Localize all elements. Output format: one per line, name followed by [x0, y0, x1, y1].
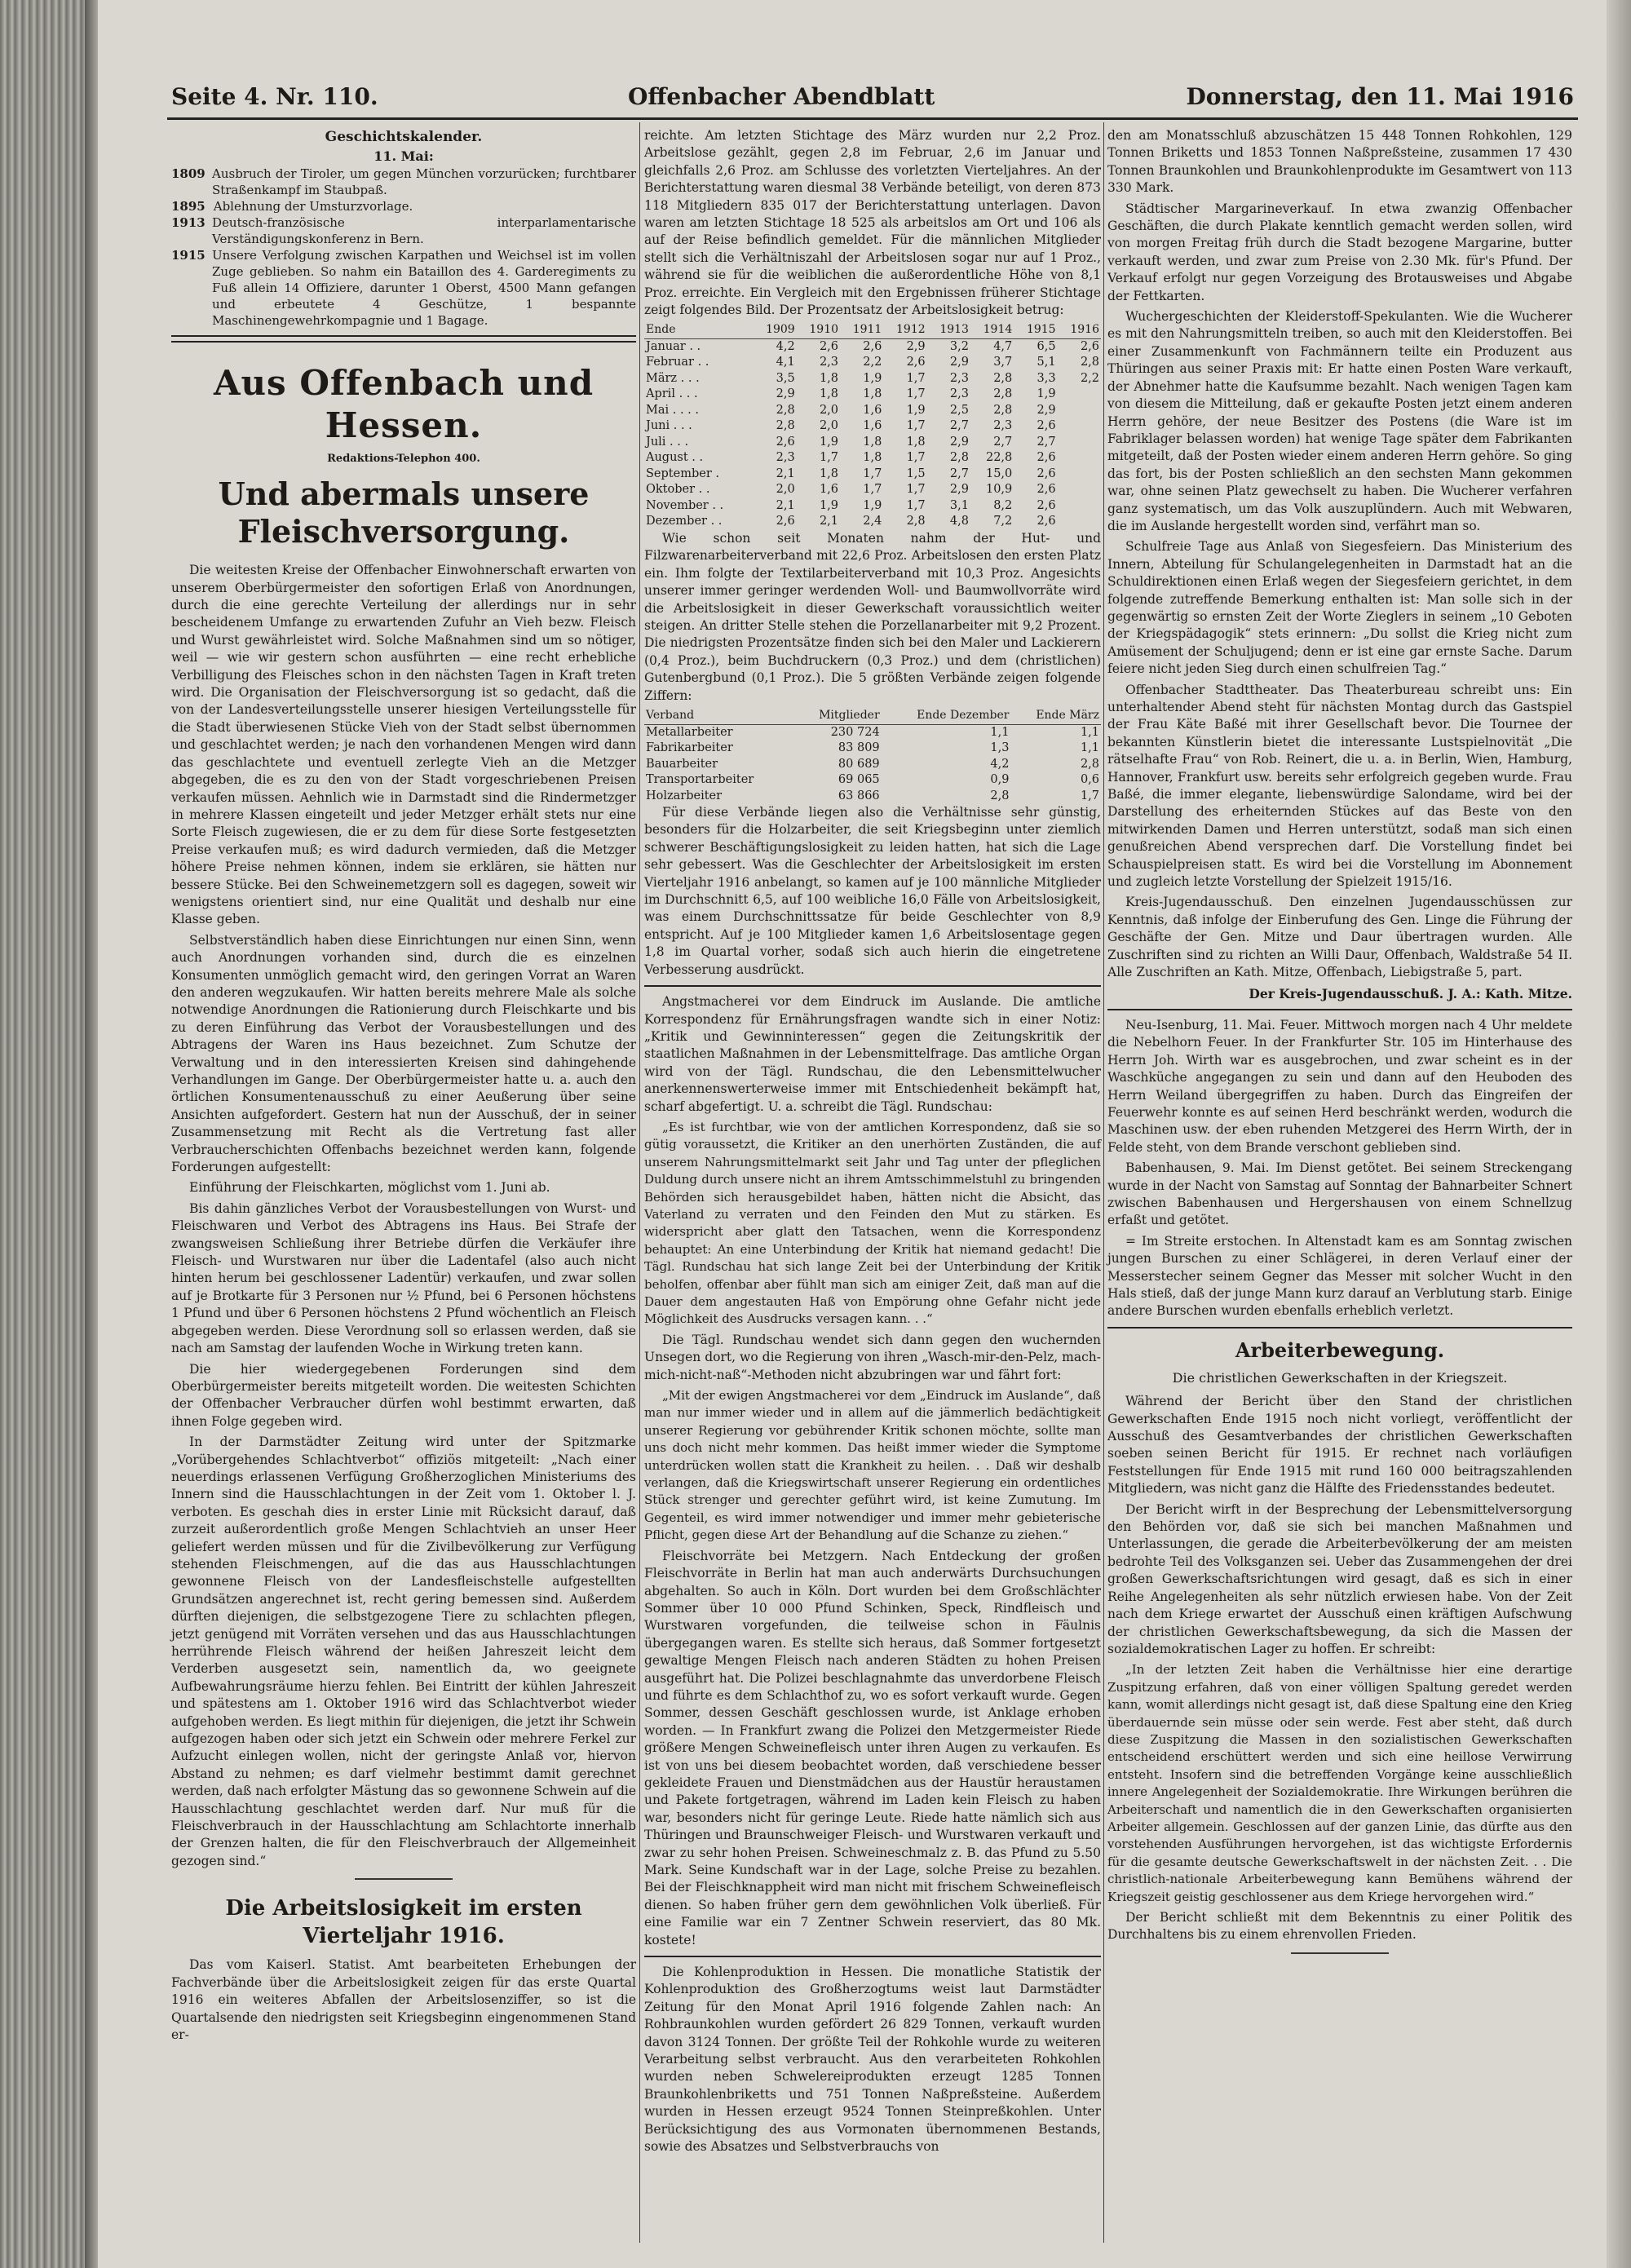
table-cell: 2,6: [776, 435, 795, 449]
table-cell: 1,1: [1080, 741, 1099, 755]
table-cell: 2,8: [993, 403, 1013, 417]
table-cell: 15,0: [985, 466, 1013, 480]
table-cell: April . . .: [646, 387, 698, 401]
table-cell: 1,7: [819, 451, 839, 465]
table-cell: 4,2: [990, 757, 1010, 771]
table-row: [644, 338, 1101, 355]
table-cell: [1058, 450, 1101, 466]
table-cell: 2,8: [776, 419, 795, 433]
article-paragraph: Schulfreie Tage aus Anlaß von Siegesfeiern. Das Ministerium des Innern, Abteilung für Schulangelegenheiten in Darmstadt hat an die Schuldirektionen einen Erlaß wegen der Siegesfeiern gerichtet, in dem folgende zutreffende Bemerkung enthalten ist: Man solle sich in der gegenwärtig so ernsten Zeit der Worte Zieglers in seinem „10 Geboten der Kriegspädagogik“ stets erinnern: „Du sollst die Krieg nicht zum Amüsement der Schuljugend; denn er ist eine gar ernste Sache. Darum feiere nicht jeden Sieg durch einen schulfreien Tag.“: [1107, 539, 1572, 677]
article-paragraph: Für diese Verbände liegen also die Verhältnisse sehr günstig, besonders für die Holzarbeiter, die seit Kriegsbeginn unter ziemlich schwerer Beschäftigungslosigkeit zu leiden hatten, hat sich die Lage sehr gebessert. Was die Geschlechter der Arbeitslosigkeit im ersten Vierteljahr 1916 anbelangt, so kamen auf je 100 männliche Mitglieder im Durchschnitt 6,5, auf 100 weibliche 16,0 Fälle von Arbeitslosigkeit, was einem Durchschnittssatze für beide Geschlechter von 8,9 entspricht. Auf je 100 Mitglieder kamen 1,6 Arbeitslosentage gegen 1,8 im Quartal vorher, sodaß sich auch hierin die eingetretene Verbesserung ausdrückt.: [644, 805, 1101, 977]
table-cell: 83 809: [838, 741, 880, 755]
table-cell: Mai . . . .: [646, 403, 700, 417]
masthead-rule: [167, 117, 1578, 120]
table-cell: [1058, 498, 1101, 515]
table-cell: 1,3: [990, 741, 1010, 755]
table-cell: 2,7: [949, 419, 969, 433]
newspaper-title: Offenbacher Abendblatt: [628, 83, 935, 110]
table-cell: 2,8: [776, 403, 795, 417]
divider: [1291, 1952, 1389, 1954]
table-cell: 2,2: [1080, 371, 1099, 385]
table-cell: 1,7: [906, 451, 926, 465]
table-cell: 2,0: [819, 419, 839, 433]
article-paragraph: reichte. Am letzten Stichtage des März wurden nur 2,2 Proz. Arbeitslose gezählt, gegen 2,8 im Februar, 2,6 im Januar und gleichfalls 2,6 Proz. am Schlusse des vorletzten Vierteljahres. An der Berichterstattung waren diesmal 38 Verbände beteiligt, von deren 873 118 Mitgliedern 835 017 der Berichterstattung unterlagen. Davon waren am letzten Stichtage 18 525 als arbeitslos am Ort und 106 als auf der Reise befindlich gemeldet. Für die männlichen Mitglieder stellt sich die Verhältniszahl der Arbeitslosen sogar nur auf 1 Proz., während sie für die weiblichen die außerordentliche Höhe von 8,1 Proz. erreichte. Ein Vergleich mit den Ergebnissen früherer Stichtage zeigt folgendes Bild. Der Prozentsatz der Arbeitslosigkeit betrug:: [644, 128, 1101, 318]
divider: [644, 985, 1101, 987]
table-cell: 1,8: [863, 435, 882, 449]
table-row: [644, 498, 1101, 515]
table-row: [644, 741, 1101, 757]
table-cell: 2,8: [1080, 356, 1099, 369]
table-cell: 1,8: [819, 466, 839, 480]
article-paragraph: Kreis-Jugendausschuß. Den einzelnen Jugendausschüssen zur Kenntnis, daß infolge der Einberufung des Gen. Linge die Führung der Geschäfte der Gen. Mitze und Daur übertragen wurden. Alle Zuschriften sind zu richten an Willi Daur, Offenbach, Waldstraße 54 II. Alle Zuschriften an Kath. Mitze, Offenbach, Liebigstraße 5, part.: [1107, 895, 1572, 980]
table-cell: [1058, 482, 1101, 498]
table-cell: November . .: [646, 498, 724, 512]
table-cell: 230 724: [830, 725, 880, 739]
article-paragraph: Der Bericht schließt mit dem Bekenntnis zu einer Politik des Durchhaltens bis zu einem ehrenvollen Frieden.: [1107, 1910, 1572, 1943]
column-divider: [639, 122, 640, 2243]
calendar-entry: 1895 Ablehnung der Umsturzvorlage.: [171, 198, 413, 214]
table-cell: 2,8: [906, 515, 926, 528]
table-row: [644, 355, 1101, 371]
table-cell: 1,7: [906, 498, 926, 512]
article-paragraph: Die hier wiedergegebenen Forderungen sind dem Oberbürgermeister bereits mitgeteilt worden. Die weitesten Schichten der Offenbacher Verbraucher dürfen wohl bestimmt erwarten, daß ihnen Folge gegeben wird.: [171, 1361, 636, 1429]
article-paragraph: = Im Streite erstochen. In Altenstadt kam es am Sonntag zwischen jungen Burschen zu einer Schlägerei, in deren Verlauf einer der Messerstecher seinem Gegner das Messer mit solcher Wucht in den Hals stieß, daß der junge Mann kurz darauf an Verblutung starb. Einige andere Burschen wurden ebenfalls erheblich verletzt.: [1107, 1233, 1572, 1319]
issue-date: Donnerstag, den 11. Mai 1916: [1186, 83, 1574, 110]
table-cell: 63 866: [838, 789, 880, 802]
article-headline: Die Arbeitslosigkeit im ersten Vierteljahr 1916.: [225, 1896, 582, 1949]
table-row: [644, 371, 1101, 387]
table-cell: 1,7: [906, 371, 926, 385]
table-cell: 2,6: [1037, 483, 1056, 497]
table-cell: 2,6: [1080, 339, 1099, 353]
table-cell: Juli . . .: [646, 435, 689, 449]
article-paragraph: Neu-Isenburg, 11. Mai. Feuer. Mittwoch morgen nach 4 Uhr meldete die Nebelhorn Feuer. In der Frankfurter Str. 105 im Hinterhause des Herrn Joh. Wirth war es ausgebrochen, und zwar scheint es in der Waschküche angegangen zu sein und dann auf den Heuboden des Herrn Weiland übergegriffen zu haben. Durch das Eingreifen der Feuerwehr konnte es auf seinen Herd beschränkt werden, wodurch die Maschinen usw. der eben ruhenden Metzgerei des Herrn Wirth, der in Felde steht, von dem Brande verschont geblieben sind.: [1107, 1017, 1572, 1155]
article-paragraph: Die Kohlenproduktion in Hessen. Die monatliche Statistik der Kohlenproduktion des Großherzogtums weist laut Darmstädter Zeitung für den Monat April 1916 folgende Zahlen nach: An Rohbraunkohlen wurden gefördert 26 829 Tonnen, verkauft wurden davon 3124 Tonnen. Der größte Teil der Rohkohle wurde zu weiteren Verarbeitung selbst verbraucht. Aus den verarbeiteten Rohkohlen wurden neben Schwelereiprodukten erzeugt 1285 Tonnen Braunkohlenbriketts und 751 Tonnen Naßpreßsteine. Außerdem wurden in Hessen erzeugt 9524 Tonnen Steinpreßkohlen. Unter Berücksichtigung des aus Vormonaten übernommenen Bestands, sowie des Absatzes und Selbstverbrauchs von: [644, 1965, 1101, 2155]
table-cell: Oktober . .: [646, 483, 710, 497]
column-3: [1107, 127, 1572, 1962]
table-cell: 2,9: [949, 483, 969, 497]
table-cell: 2,6: [1037, 515, 1056, 528]
table-cell: 2,4: [863, 515, 882, 528]
table-cell: Holzarbeiter: [646, 789, 723, 802]
masthead: [171, 80, 1574, 116]
table-cell: 2,8: [993, 371, 1013, 385]
table-cell: 2,1: [776, 498, 795, 512]
table-cell: 2,8: [993, 387, 1013, 401]
table-cell: 2,6: [1037, 419, 1056, 433]
divider: [644, 1956, 1101, 1957]
table-cell: 1,9: [819, 435, 839, 449]
table-cell: 1,1: [1080, 725, 1099, 739]
table-cell: 2,9: [776, 387, 795, 401]
table-header-row: Verband Mitglieder Ende Dezember Ende März: [644, 708, 1101, 724]
table-cell: März . . .: [646, 371, 700, 385]
table-cell: 0,9: [990, 773, 1010, 787]
table-cell: 2,6: [1037, 466, 1056, 480]
table-cell: 8,2: [993, 498, 1013, 512]
table-cell: 2,7: [949, 466, 969, 480]
table-cell: 2,6: [819, 339, 839, 353]
table-cell: 1,6: [863, 403, 882, 417]
table-cell: 2,8: [1080, 757, 1099, 771]
table-cell: 1,6: [863, 419, 882, 433]
article-paragraph: Wie schon seit Monaten nahm der Hut- und Filzwarenarbeiterverband mit 22,6 Proz. Arbeitslosen den ersten Platz ein. Ihm folgte der Textilarbeiterverband mit 10,3 Proz. Angesichts unserer immer geringer werdenden Woll- und Baumwollvorräte wird die Arbeitslosigkeit in dieser Gewerkschaft voraussichtlich weiter steigen. An dritter Stelle stehen die Porzellanarbeiter mit 9,2 Prozent. Die niedrigsten Prozentsätze finden sich bei den Maler und Lackierern (0,4 Proz.), beim Buchdruckern (0,3 Proz.) und dem (christlichen) Gutenbergbund (0,1 Proz.). Die 5 größten Verbände zeigen folgende Ziffern:: [644, 530, 1101, 703]
table-row: [644, 450, 1101, 466]
article-paragraph: „Mit der ewigen Angstmacherei vor dem „Eindruck im Auslande“, daß man nur immer wieder und in allem auf die jämmerlich bedächtigkeit unserer Regierung vor gebührender Kritik schonen möchte, sollte man uns doch nicht mehr kommen. Das heißt immer wieder die Symptome unterdrücken wollen statt die Krankheit zu heilen. . . Daß wir deshalb verlangen, daß die Kriegswirtschaft unserer Regierung ein ordentliches Stück strenger und gerechter geführt wird, ist keine Zumutung. Im Gegenteil, es wird immer notwendiger und immer mehr gebieterische Pflicht, gegen diese Art der Behandlung auf die Schanze zu ziehen.“: [644, 1388, 1101, 1543]
table-cell: Februar . .: [646, 356, 709, 369]
table-cell: [1058, 403, 1101, 419]
table-cell: 4,1: [776, 356, 795, 369]
divider: [1107, 1327, 1572, 1329]
table-cell: 2,1: [776, 466, 795, 480]
article-paragraph: Während der Bericht über den Stand der christlichen Gewerkschaften Ende 1915 noch nicht vorliegt, veröffentlicht der Ausschuß des Gesamtverbandes der christlichen Gewerkschaften soeben seinen Bericht für 1915. Er rechnet nach vorläufigen Feststellungen für Ende 1915 mit rund 160 000 beitragszahlenden Mitgliedern, was nicht ganz die Hälfte des Friedensstandes bedeutet.: [1107, 1394, 1572, 1497]
column-1: [171, 127, 636, 2047]
article-paragraph: Städtischer Margarineverkauf. In etwa zwanzig Offenbacher Geschäften, die durch Plakate kenntlich gemacht werden sollen, wird von morgen Freitag früh durch die Stadt bezogene Margarine, butter verkauft werden, und zwar zum Preise von 2.30 Mk. für's Pfund. Der Verkauf erfolgt nur gegen Vorzeigung des Brotausweises und Abgabe der Fettkarten.: [1107, 201, 1572, 303]
table-cell: [1058, 435, 1101, 451]
table-cell: 2,9: [1037, 403, 1056, 417]
article-paragraph: Die Tägl. Rundschau wendet sich dann gegen den wuchernden Unsegen dort, wo die Regierung von ihren „Wasch-mir-den-Pelz, mach-mich-nicht-naß“-Methoden nicht abzubringen war und fährt fort:: [644, 1332, 1101, 1382]
table-cell: 7,2: [993, 515, 1013, 528]
table-cell: 2,7: [1037, 435, 1056, 449]
table-row: [644, 466, 1101, 483]
table-cell: August . .: [646, 451, 704, 465]
table-cell: 1,1: [990, 725, 1010, 739]
article-paragraph: In der Darmstädter Zeitung wird unter der Spitzmarke „Vorübergehendes Schlachtverbot“ offiziös mitgeteilt: „Nach einer neuerdings erlassenen Verfügung Großherzoglichen Ministeriums des Innern sind die Hausschlachtungen in der Zeit vom 1. Oktober l. J. verboten. Es geschah dies in erster Linie mit Rücksicht darauf, daß zurzeit außerordentlich große Mengen Schlachtvieh an unser Heer geliefert werden müssen und für die Zivilbevölkerung zur Verfügung stehenden Fleischmengen, auf die das aus Hausschlachtungen gewonnene Fleisch von der Landesfleischstelle aufgestellten Grundsätzen angerechnet ist, recht gering bemessen sind. Außerdem dürften diejenigen, die selbstgezogene Tiere zu schlachten pflegen, jetzt genügend mit Vorräten versehen und das aus Hausschlachtungen herrührende Fleisch während der heißen Jahreszeit leicht dem Verderben ausgesetzt sein, namentlich da, wo geeignete Aufbewahrungsräume hierzu fehlen. Bei Eintritt der kühlen Jahreszeit und spätestens am 1. Oktober 1916 wird das Schlachtverbot wieder aufgehoben werden. Es liegt mithin für diejenigen, die jetzt ihr Schwein aufgezogen haben oder sich jetzt ein Schwein oder mehrere Ferkel zur Aufzucht einlegen wollen, nicht der geringste Anlaß vor, hiervon Abstand zu nehmen; es darf vielmehr bestimmt damit gerechnet werden, daß nach erfolgter Mästung das so gewonnene Schwein auf die Hausschlachtung geschlachtet werden darf. Nur muß für die Fleischverbrauch in der Hausschlachtung am Schlachtorte innerhalb der Grenzen halten, die für den Fleischverbrauch der Allgemeinheit gezogen sind.“: [171, 1435, 636, 1868]
table-cell: 69 065: [838, 773, 880, 787]
table-row: [644, 757, 1101, 773]
table-cell: 1,7: [863, 483, 882, 497]
calendar-title: Geschichtskalender.: [325, 129, 483, 145]
table-cell: 2,9: [906, 339, 926, 353]
table-cell: 2,3: [819, 356, 839, 369]
table-cell: 1,5: [906, 466, 926, 480]
table-cell: 2,6: [1037, 451, 1056, 465]
unemployment-table: [644, 322, 1101, 530]
table-cell: 2,6: [863, 339, 882, 353]
table-cell: 2,9: [949, 435, 969, 449]
table-cell: [1058, 387, 1101, 403]
article-paragraph: Die weitesten Kreise der Offenbacher Einwohnerschaft erwarten von unserem Oberbürgermeister den sofortigen Erlaß von Anordnungen, durch die eine gerechte Verteilung der allerdings nur in sehr bescheidenem Umfange zu erwartenden Zufuhr an Vieh bezw. Fleisch und Wurst gewährleistet wird. Solche Maßnahmen sind um so nötiger, weil — wie wir gestern schon ausführten — eine recht erhebliche Verbilligung des Fleisches schon in den nächsten Tagen in Kraft treten wird. Die Organisation der Fleischversorgung ist so gedacht, daß die von der Landesverteilungsstelle unserer hiesigen Verteilungsstelle für die Stadt überwiesenen Stücke Vieh von der Stadt selbst übernommen und geschlachtet werden; je nach den vorhandenen Mengen wird dann das geschlachtete und eventuell zerlegte Vieh an die Metzger abgegeben, die es zu den von der Stadt vorgeschriebenen Preisen verkaufen müssen. Aehnlich wie in Darmstadt sind die Rindermetzger in mehrere Klassen eingeteilt und jeder Metzger erhält stets nur eine Sorte Fleisch zugewiesen, die er zu dem für diese Sorte festgesetzten Preise verkaufen muß; es wird dadurch vermieden, daß die Metzger höhere Preise nehmen können, indem sie erklären, sie hätten nur bessere Stücke. Bei den Schweinemetzgern soll es dagegen, soweit wir wenigstens orientiert sind, nur eine Qualität und deshalb nur eine Klasse geben.: [171, 563, 636, 927]
article-paragraph: Das vom Kaiserl. Statist. Amt bearbeiteten Erhebungen der Fachverbände über die Arbeitslosigkeit zeigen für das erste Quartal 1916 ein weiteres Abfallen der Arbeitslosenziffer, so ist die Quartalsende den niedrigsten seit Kriegsbeginn eingenommenen Stand er-: [171, 1957, 636, 2042]
table-cell: 1,7: [863, 466, 882, 480]
article-paragraph: Angstmacherei vor dem Eindruck im Auslande. Die amtliche Korrespondenz für Ernährungsfragen wandte sich in einer Notiz: „Kritik und Gewinninteressen“ gegen die Zeitungskritik der staatlichen Maßnahmen in der Lebensmittelfrage. Das amtliche Organ wird von der Tägl. Rundschau, die den Lebensmittelwucher anerkennenswerterweise immer mit Entschiedenheit bekämpft hat, scharf abgefertigt. U. a. schreibt die Tägl. Rundschau:: [644, 994, 1101, 1114]
table-row: [644, 482, 1101, 498]
table-cell: 1,7: [906, 483, 926, 497]
table-cell: 1,7: [1080, 789, 1099, 802]
table-cell: 10,9: [985, 483, 1013, 497]
article-subtitle: Die christlichen Gewerkschaften in der Kriegszeit.: [1172, 1369, 1508, 1386]
table-cell: 2,3: [949, 371, 969, 385]
table-cell: 1,9: [863, 498, 882, 512]
divider: [355, 1878, 453, 1880]
article-paragraph: Offenbacher Stadttheater. Das Theaterbureau schreibt uns: Ein unterhaltender Abend steht für nächsten Montag durch das Gastspiel der Frau Käte Baßé mit ihrer Gesellschaft bevor. Die Tournee der bekannten Künstlerin bietet die interessante Lustspielnovität „Die rätselhafte Frau“ von Rob. Reinert, die u. a. in Berlin, Wien, Hamburg, Hannover, Frankfurt usw. bereits sehr erfolgreich gegeben wurde. Frau Baßé, die immer elegante, liebenswürdige Salondame, wird bei der Darstellung des erheiternden Stückes auf das Beste von den mitwirkenden Damen und Herren unterstützt, sodaß man sich einen genußreichen Abend versprechen darf. Die Vorstellung findet bei Schauspielpreisen statt. Es wird bei die Vorstellung im Abonnement und zugleich letzte Vorstellung der Spielzeit 1915/16.: [1107, 682, 1572, 890]
table-cell: 3,2: [949, 339, 969, 353]
table-cell: 1,7: [906, 419, 926, 433]
table-cell: 1,8: [819, 371, 839, 385]
table-cell: 80 689: [838, 757, 880, 771]
table-cell: 3,7: [993, 356, 1013, 369]
table-cell: 4,7: [993, 339, 1013, 353]
article-paragraph: Fleischvorräte bei Metzgern. Nach Entdeckung der großen Fleischvorräte in Berlin hat man auch anderwärts Durchsuchungen abgehalten. So auch in Köln. Dort wurden bei dem Großschlächter Sommer über 10 000 Pfund Schinken, Speck, Rindfleisch und Wurstwaren vorgefunden, die teilweise schon in Fäulnis übergegangen waren. Es stellte sich heraus, daß Sommer fortgesetzt gewaltige Mengen Fleisch nach anderen Städten zu hohen Preisen ausgeführt hat. Die Polizei beschlagnahmte das unverdorbene Fleisch und führte es dem Schlachthof zu, wo es sofort verkauft wurde. Gegen Sommer, dessen Geschäft geschlossen wurde, ist Anklage erhoben worden. — In Frankfurt zwang die Polizei den Metzgermeister Riede größere Mengen Schweinefleisch unter ihren Augen zu verkaufen. Es ist von uns bei diesem beobachtet worden, daß verschiedene besser gekleidete Frauen und Dienstmädchen aus der Haustür heraustamen und Pakete fortgetragen, während im Laden kein Fleisch zu haben war, besonders nicht für geringe Leute. Riede hatte nämlich sich aus Thüringen und Braunschweiger Fleisch- und Wurstwaren verkauft und zwar zu sehr hohen Preisen. Schweineschmalz z. B. das Pfund zu 5.50 Mark. Seine Kundschaft war in der Lage, solche Preise zu bezahlen. Bei der Fleischknappheit wird man nicht mit frischem Schweinefleisch dienen. So haben früher gern dem gewöhnlichen Volk überließ. Für eine Familie war ein 7 Zentner Schwein reserviert, das 80 Mk. kostete!: [644, 1548, 1101, 1947]
table-row: [644, 724, 1101, 741]
article-paragraph: Bis dahin gänzliches Verbot der Vorausbestellungen von Wurst- und Fleischwaren und Verbot des Abtragens ins Haus. Bei Strafe der zwangsweisen Schließung ihrer Betriebe dürfen die Verkäufer ihre Fleisch- und Wurstwaren nur über die Ladentafel (also auch nicht hinten herum bei geschlossener Ladentür) verkaufen, und zwar sollen auf je Brotkarte für 3 Personen nur ½ Pfund, bei 6 Personen höchstens 1 Pfund und über 6 Personen höchstens 2 Pfund wöchentlich an Fleisch abgegeben werden. Diese Verordnung soll so erlassen werden, daß sie nach am Samstag der laufenden Woche in Wirkung treten kann.: [171, 1200, 636, 1356]
table-cell: Metallarbeiter: [646, 725, 733, 739]
table-cell: September .: [646, 466, 719, 480]
table-cell: 1,9: [863, 371, 882, 385]
table-cell: Bauarbeiter: [646, 757, 718, 771]
table-cell: 1,8: [863, 451, 882, 465]
table-cell: 0,6: [1080, 773, 1099, 787]
table-cell: 5,1: [1037, 356, 1056, 369]
column-2: [644, 127, 1101, 2160]
article-paragraph: Selbstverständlich haben diese Einrichtungen nur einen Sinn, wenn auch Anordnungen vorhanden sind, durch die es einzelnen Konsumenten unmöglich gemacht wird, den geringen Vorrat an Waren den anderen wegzukaufen. Wir hatten bereits mehrere Male als solche notwendige Anordnungen die Rationierung durch Fleischkarte und bis zu deren Einführung das Verbot der Vorausbestellungen und des Abtragens der Waren ins Haus bezeichnet. Zum Schutze der Verwaltung und in den interessierten Kreisen sind dahingehende Verhandlungen im Gange. Der Oberbürgermeister hatte u. a. auch den örtlichen Konsumentenausschuß zu einer Aeußerung über seine Ansichten aufgefordert. Gestern hat nun der Ausschuß, der in seiner Zusammensetzung mit Recht als die Vertretung fast aller Verbraucherschichten Offenbachs bezeichnet werden kann, folgende Forderungen aufgestellt:: [171, 932, 636, 1175]
table-cell: 2,8: [949, 451, 969, 465]
table-cell: [1058, 466, 1101, 483]
table-cell: 22,8: [985, 451, 1013, 465]
table-cell: 4,8: [949, 515, 969, 528]
table-cell: Januar . .: [646, 339, 701, 353]
section-title: Aus Offenbach und Hessen.: [213, 362, 594, 445]
table-cell: 2,0: [819, 403, 839, 417]
table-row: [644, 418, 1101, 435]
table-row: [644, 772, 1101, 789]
book-binding: [0, 0, 98, 2268]
article-headline: Und abermals unsere Fleischversorgung.: [218, 475, 590, 550]
table-cell: 2,6: [906, 356, 926, 369]
table-cell: 2,1: [819, 515, 839, 528]
divider: [1107, 1009, 1572, 1010]
table-cell: 1,8: [819, 387, 839, 401]
table-cell: 2,2: [863, 356, 882, 369]
table-cell: 2,0: [776, 483, 795, 497]
table-cell: 3,3: [1037, 371, 1056, 385]
divider: [171, 335, 636, 343]
article-paragraph: Der Bericht wirft in der Besprechung der Lebensmittelversorgung den Behörden vor, daß sie sich bei manchen Maßnahmen und Unterlassungen, die gerade die Arbeiterbevölkerung der am meisten bedrohte Teil des Volksganzen sei. Ueber das Zusammengehen der drei großen Gewerkschaftsrichtungen wird gesagt, daß es sich in einer Reihe Angelegenheiten als sehr nützlich erwiesen habe. Von der Zeit nach dem Kriege erwartet der Ausschuß einen kräftigen Aufschwung der christlichen Gewerkschaftsbewegung, da sich die Massen der sozialdemokratischen Lager zu hoffen. Er schreibt:: [1107, 1501, 1572, 1656]
table-cell: 2,6: [776, 515, 795, 528]
table-cell: Fabrikarbeiter: [646, 741, 733, 755]
article-paragraph: Babenhausen, 9. Mai. Im Dienst getötet. Bei seinem Streckengang wurde in der Nacht von Samstag auf Sonntag der Bahnarbeiter Schnert zwischen Babenhausen und Hergershausen von einem Schnellzug erfaßt und getötet.: [1107, 1161, 1572, 1228]
table-cell: [1058, 514, 1101, 530]
article-paragraph: Wuchergeschichten der Kleiderstoff-Spekulanten. Wie die Wucherer es mit den Nahrungsmitteln treiben, so auch mit den Kleiderstoffen. Bei einer Zusammenkunft von Fachmännern teilte ein Produzent aus Thüringen aus seiner Praxis mit: Er hatte einen Posten Ware verkauft, der Abnehmer hatte die Kaufsumme bezahlt. Nach wenigen Tagen kam von diesem die Mitteilung, daß er gekaufte Posten jetzt einem anderen Herrn gehöre, der neue Besitzer des Postens (die Ware ist im Fabriklager belassen worden) hat wenige Tage später dem Fabrikanten mitgeteilt, daß der Posten wieder einem anderen Herrn gehöre. So ging das fort, bis der Posten schließlich an den sechsten Mann gekommen war, ohne seinen Platz gewechselt zu haben. Die Wucherer verfahren ganz systematisch, um das Volk auszuplündern. Auch mit Webwaren, die im Auslande hergestellt worden sind, verfährt man so.: [1107, 309, 1572, 533]
table-cell: 1,9: [906, 403, 926, 417]
table-cell: 2,9: [949, 356, 969, 369]
table-cell: 3,5: [776, 371, 795, 385]
section-title: Arbeiterbewegung.: [1235, 1337, 1445, 1362]
table-cell: 2,8: [990, 789, 1010, 802]
signature: Der Kreis-Jugendausschuß. J. A.: Kath. Mitze.: [1249, 985, 1572, 1001]
table-cell: 2,7: [993, 435, 1013, 449]
table-row: [644, 789, 1101, 805]
column-divider: [1103, 122, 1104, 2243]
table-row: [644, 403, 1101, 419]
table-cell: 1,9: [819, 498, 839, 512]
table-cell: 2,3: [949, 387, 969, 401]
calendar-entry: 1809 Ausbruch der Tiroler, um gegen München vorzurücken; furchtbarer Straßenkampf im Staubpaß.: [171, 166, 636, 197]
article-paragraph: „In der letzten Zeit haben die Verhältnisse hier eine derartige Zuspitzung erfahren, daß von einer völligen Spaltung geredet werden kann, womit allerdings nicht gesagt ist, daß diese Spaltung eine den Krieg überdauernde sein müsse oder sein werde. Fest aber steht, daß durch diese Zuspitzung die Massen in den sozialistischen Gewerkschaften entscheidend erschüttert werden und sich eine heillose Verwirrung entsteht. Insofern sind die betreffenden Vorgänge keine ausschließlich innere Angelegenheit der Sozialdemokratie. Ihre Wirkungen berühren die Arbeiterschaft und namentlich die in den Gewerkschaften organisierten Arbeiter allgemein. Geschlossen auf der ganzen Linie, das dürfte aus den vorstehenden Ausführungen hervorgehen, ist das wichtigste Erfordernis für die gesamte deutsche Gewerkschaftswelt in der nächsten Zeit. . . Die christlich-nationale Arbeiterbewegung kann Bemühens während der Kriegszeit geistig geschlossener aus dem Kriege hervorgehen wird.“: [1107, 1662, 1572, 1904]
table-cell: 2,3: [776, 451, 795, 465]
table-cell: Juni . . .: [646, 419, 692, 433]
table-cell: 1,9: [1037, 387, 1056, 401]
table-cell: 2,5: [949, 403, 969, 417]
editorial-phone: Redaktions-Telephon 400.: [327, 452, 480, 465]
table-row: [644, 387, 1101, 403]
calendar-entry: 1915 Unsere Verfolgung zwischen Karpathen und Weichsel ist im vollen Zuge geblieben. So nahm ein Bataillon des 4. Garderegiments zu Fuß allein 14 Offiziere, darunter 1 Oberst, 4500 Mann gefangen und erbeutete 4 Geschütze, 1 bespannte Maschinengewehrkompagnie und 1 Bagage.: [171, 247, 636, 328]
article-paragraph: Einführung der Fleischkarten, möglichst vom 1. Juni ab.: [189, 1180, 550, 1196]
table-cell: 1,8: [863, 387, 882, 401]
table-cell: Transportarbeiter: [646, 773, 754, 787]
table-cell: 1,7: [906, 387, 926, 401]
table-header-row: Ende 1909 1910 1911 1912 1913 1914 1915 1916: [644, 322, 1101, 338]
table-cell: 2,3: [993, 419, 1013, 433]
table-cell: [1058, 418, 1101, 435]
table-cell: 6,5: [1037, 339, 1056, 353]
calendar-date: 11. Mai:: [373, 148, 434, 165]
table-cell: 4,2: [776, 339, 795, 353]
article-paragraph: „Es ist furchtbar, wie von der amtlichen Korrespondenz, daß sie so gütig voraussetzt, die Kritiker an den unerhörten Zuständen, die auf unserem Nahrungsmittelmarkt seit Jahr und Tag unter der pfleglichen Duldung durch unsere nicht an ihrem Amtsschimmelstuhl zu bringenden Behörden sich herausgebildet haben, hätten nicht die Absicht, das Vaterland zu verraten und den Feinden den Mut zu stärken. Es widerspricht aber glatt den Tatsachen, wenn die Korrespondenz behauptet: An eine Unterbindung der Kritik hat niemand gedacht! Die Tägl. Rundschau hat sich lange Zeit bei der Unterbindung der Kritik beholfen, offenbar aber fühlt man sich am einiger Zeit, daß man auf die Dauer dem angestauten Haß von Empörung ohne Gefahr nicht jede Möglichkeit des Ausdrucks versagen kann. . .“: [644, 1119, 1101, 1327]
table-cell: 1,8: [906, 435, 926, 449]
calendar-entry: 1913 Deutsch-französische interparlamentarische Verständigungskonferenz in Bern.: [171, 214, 636, 246]
table-cell: 2,6: [1037, 498, 1056, 512]
table-cell: Dezember . .: [646, 515, 723, 528]
table-cell: 3,1: [949, 498, 969, 512]
page-number: Seite 4. Nr. 110.: [171, 83, 378, 110]
table-row: [644, 514, 1101, 530]
article-paragraph: den am Monatsschluß abzuschätzen 15 448 Tonnen Rohkohlen, 129 Tonnen Briketts und 1853 Tonnen Naßpreßsteine, zusammen 17 430 Tonnen Braunkohlen und Braunkohlenprodukte im Gesamtwert von 113 330 Mark.: [1107, 128, 1572, 196]
page-edge: [1607, 0, 1631, 2268]
table-cell: 1,6: [819, 483, 839, 497]
table-row: [644, 435, 1101, 451]
union-table: [644, 708, 1101, 804]
